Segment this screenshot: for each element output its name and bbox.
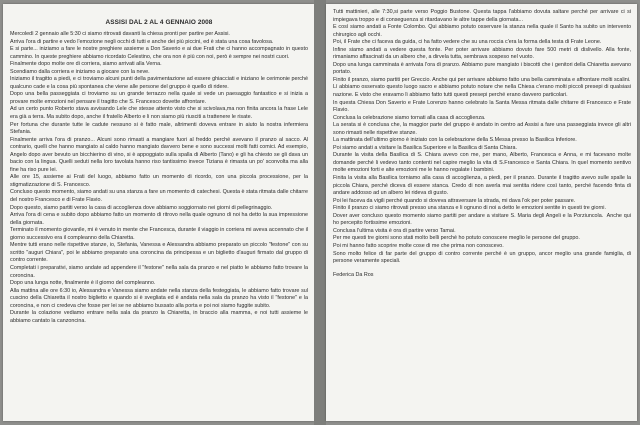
right-paragraph: Durante la visita della Basilica di S. Chiara avevo con me, per mano, Alberto, Francesca e Anna, e mi facevano molte domande perché li vedevo tanto contenti nel capire meglio la vita di S.Francesco e Santa Chiara. In quel momento sentivo molte emozioni forti e alte emozioni me le hanno regalate i bambini. <box>333 152 633 174</box>
left-paragraph: Per fortuna che durante tutte le cadute nessuno si è fatto male, altrimenti doveva entrare in aiuto la nostra infermiera Stefania. <box>10 121 310 136</box>
left-paragraph: E si parte... iniziamo a fare le nostre preghiere assieme a Don Saverio e ai due Frati che ci hanno accompagnato in questo cammino. In queste preghiere abbiamo ricordato Celestino, che ora non è più con noi, però è sempre nei nostri cuori. <box>10 46 310 60</box>
right-paragraph: Conclusa la celebrazione siamo tornati alla casa di accoglienza. <box>333 114 486 121</box>
left-paragraph: Dopo questo, siamo partiti verso la casa di accoglienza dove abbiamo soggiornato nei giorni di pellegrinaggio. <box>10 204 273 211</box>
left-paragraph: Terminato il momento giovanile, mi è venuto in mente che Francesca, durante il viaggio in corriera mi aveva accennato che il giorno successivo era il compleanno della Chiaretta. <box>10 227 310 241</box>
right-paragraph: Infine siamo andati a vedere questa fonte. Per poter arrivare abbiamo dovuto fare 500 metri di dislivello. Alla fonte, rimaniamo affascinati da un albero che, a dirvela tutta, sembrava sospeso nel vuoto. <box>333 46 633 61</box>
left-paragraph: Finalmente dopo molte ore di corriera, siamo arrivati alla Verna. <box>10 61 162 68</box>
left-paragraph: Scendiamo dalla corriera e iniziamo a giocare con la neve. <box>10 68 150 75</box>
left-page <box>3 4 314 421</box>
right-paragraph: E così siamo andati a Fonte Colombo. Qui abbiamo potuto osservare la stanza nella quale il Santo ha subito un intervento chirurgico agli occhi. <box>333 24 633 38</box>
right-paragraph: Finito il pranzo, siamo partiti per Greccio. Anche qui per arrivare abbiamo fatto una bella camminata e affrontare molti scalini. <box>333 76 631 83</box>
document-title: ASSISI DAL 2 AL 4 GENNAIO 2008 <box>105 19 213 26</box>
right-paragraph: Dover aver concluso questo momento siamo partiti per andare a visitare S. Maria degli Angeli e la Porziuncola. Anche qui ho percepito fortissime emozioni. <box>333 212 633 227</box>
right-paragraph: Poi lei faceva da vigili perché quando si doveva attraversare la strada, mi dava l'ok per poter passare. <box>333 197 576 204</box>
right-paragraph: La serata si è conclusa che, la maggior parte del gruppo è andato in centro ad Assisi a fare una passeggiata invece gli altri sono rimasti nelle rispettive stanze. <box>333 122 633 136</box>
left-paragraph: Ad un certo punto Roberto stava avvisando Lele che stesse attento visto che si scivolava,ma non finita ancora la frase Lele era già a terra. Ma subito dopo, anche il fratello Alberto e li non siamo più riusciti a trattenere le risate. <box>10 106 310 121</box>
right-paragraph: Poi siamo andati a visitare la Basilica Superiore e la Basilica di Santa Chiara. <box>333 144 517 151</box>
left-paragraph: Finalmente arriva l'ora di pranzo... Alcuni sono rimasti a mangiare fuori al freddo perché avevano il pranzo al sacco. Al contrario, quelli che hanno mangiato al caldo hanno mangiato davvero bene e sono successi molti fatti comici. Ad esempio, Angelo dopo aver bevuto un bicchierino di vino, si è appoggiato sulla spalla di Alberto (Tano) e gli ha chiesto se gli dava un bacio con la lingua. Quelli seduti nella loro tavolata hanno riso tantissimo invece Tiziana è rimasta un po' sconvolta ma alla fine ha riso pure lei. <box>10 136 310 173</box>
right-page <box>326 4 637 421</box>
left-paragraph: Dopo una bella passeggiata ci troviamo su un grande terrazzo nella quale si vede un paesaggio fantastico e si inizia a provare molte emozioni nel pensare il tragitto che S. Francesco dovette affrontare. <box>10 91 310 105</box>
left-paragraph: Mercoledì 2 gennaio alle 5:30 ci siamo ritrovati davanti la chiesa pronti per partire per Assisi. <box>10 31 230 37</box>
left-paragraph: Concluso questo momento, siamo andati su una stanza a fare un momento di catechesi. Questa è stata ritmata dalle chitarre del nostro Francesco e di Frate Flavio. <box>10 189 310 204</box>
left-paragraph: Alle ore 15, assieme ai Frati del luogo, abbiamo fatto un momento di ricordo, con una piccola processione, per la stigmatizzazione di S. Francesco. <box>10 174 310 188</box>
right-paragraph: La mattinata dell'ultimo giorno è iniziato con la celebrazione della S.Messa presso la Basilica Inferiore. <box>333 137 577 144</box>
right-paragraph: Poi mi hanno fatto scoprire molte cose di me che prima non conoscevo. <box>333 242 504 249</box>
right-paragraph: Dopo una lunga camminata è arrivata l'ora di pranzo. Abbiamo pure mangiato i biscotti che i genitori della Chiaretta avevano portato. <box>333 61 633 76</box>
right-paragraph: Per me questi tre giorni sono stati molto belli perché ho potuto conoscere meglio le persone del gruppo. <box>333 235 580 242</box>
right-paragraph: Tutti mattinieri, alle 7:30,si parte verso Poggio Bustone. Questa tappa l'abbiamo dovuta saltare perché per arrivare ci si impiegava troppo e di conseguenza si ritardavano le altre tappe della giornata... <box>333 9 633 23</box>
left-paragraph: Alla mattina alle ore 6:30 io, Alessandra e Vanessa siamo andate nella stanza della festeggiata, le abbiamo fatto trovare sul cuscino della Chiaretta il nostro biglietto e quando si è svegliata ed è andata nella sala da pranzo ha visto il "festone" e la coroncina, e non ci credeva che fosse per lei se ne abbiamo bussato alla porta e poi noi siamo fuggite subito. <box>10 287 310 309</box>
signature: Federica Da Ros <box>333 271 374 278</box>
right-page-text <box>333 9 631 266</box>
left-paragraph: Mentre tutti erano nelle rispettive stanze, io, Stefania, Vanessa e Alessandra abbiamo preparato un piccolo "festone" con su scritto "auguri Chiara", poi le abbiamo preparato una coroncina da principessa e un biglietto d'auguri firmato dal gruppo di contro corrente. <box>10 242 310 264</box>
left-paragraph: Durante la colazione vediamo entrare nella sala da pranzo la Chiaretta, in braccio alla mamma, e noi tutti assieme le abbiamo cantato la canzoncina. <box>10 310 310 324</box>
right-paragraph: Conclusa l'ultima visita è ora di partire verso Tamai. <box>333 227 456 234</box>
left-paragraph: Iniziamo il tragitto a piedi, e ci troviamo alcuni punti della pavimentazione ad essere ghiacciati e iniziano le cerimonie perché qualcuno cade e la cosa più spontanea che viene alle persone del gruppo è quello di ridere. <box>10 76 310 90</box>
left-paragraph: Completati i preparativi, siamo andate ad appendere il "festone" nella sala da pranzo e nel piatto le abbiamo fatto trovare la coroncina. <box>10 264 310 279</box>
right-paragraph: Finita la visita alla Basilica torniamo alla casa di accoglienza, a piedi, per il pranzo. Durante il tragitto avevo sulle spalle la piccola Chiara, perché diceva di essere stanca. Credo di non averla mai sentita ridere così tanto, perché facendo finta di andare addosso ad un albero lei rideva di gusto. <box>333 175 633 197</box>
left-paragraph: Arriva l'ora di cena e subito dopo abbiamo fatto un momento di ritrovo nella quale ognuno di noi ha detto la sua impressione della giornata. <box>10 212 310 226</box>
left-paragraph: Arriva l'ora di partire e vedo l'emozione negli occhi di tutti e anche dei più piccini, ed è stata una cosa favolosa. <box>10 38 274 45</box>
right-paragraph: Lì abbiamo osservato questo luogo sacro e abbiamo potuto notare che nella Chiesa c'erano molti piccoli presepi di qualsiasi nazione. E visto che eravamo lì abbiamo fatto tutti questi presepi perché erano davvero particolari. <box>333 84 633 99</box>
left-paragraph: Dopo una lunga notte, finalmente è il giorno del compleanno. <box>10 280 156 287</box>
right-paragraph: Finito il pranzo ci siamo ritrovati presso una stanza e li ognuno di noi a detto le emozioni sentite in questi tre giorni. <box>333 205 606 212</box>
right-paragraph: In questa Chiesa Don Saverio e Frate Lorenzo hanno celebrato la Santa Messa ritmata dalle chitarre di Francesco e Frate Flavio. <box>333 99 633 114</box>
page-gutter <box>314 0 326 425</box>
left-page-text <box>10 31 308 325</box>
right-paragraph: Sono molto felice di far parte del gruppo di contro corrente perché è un gruppo, ancor meglio una grande famiglia, di persone veramente speciali. <box>333 250 633 265</box>
right-paragraph: Poi, il Frate che ci faceva da guida, ci ha fatto vedere che su una roccia c'era la forma della testa di Frate Leone. <box>333 39 602 46</box>
